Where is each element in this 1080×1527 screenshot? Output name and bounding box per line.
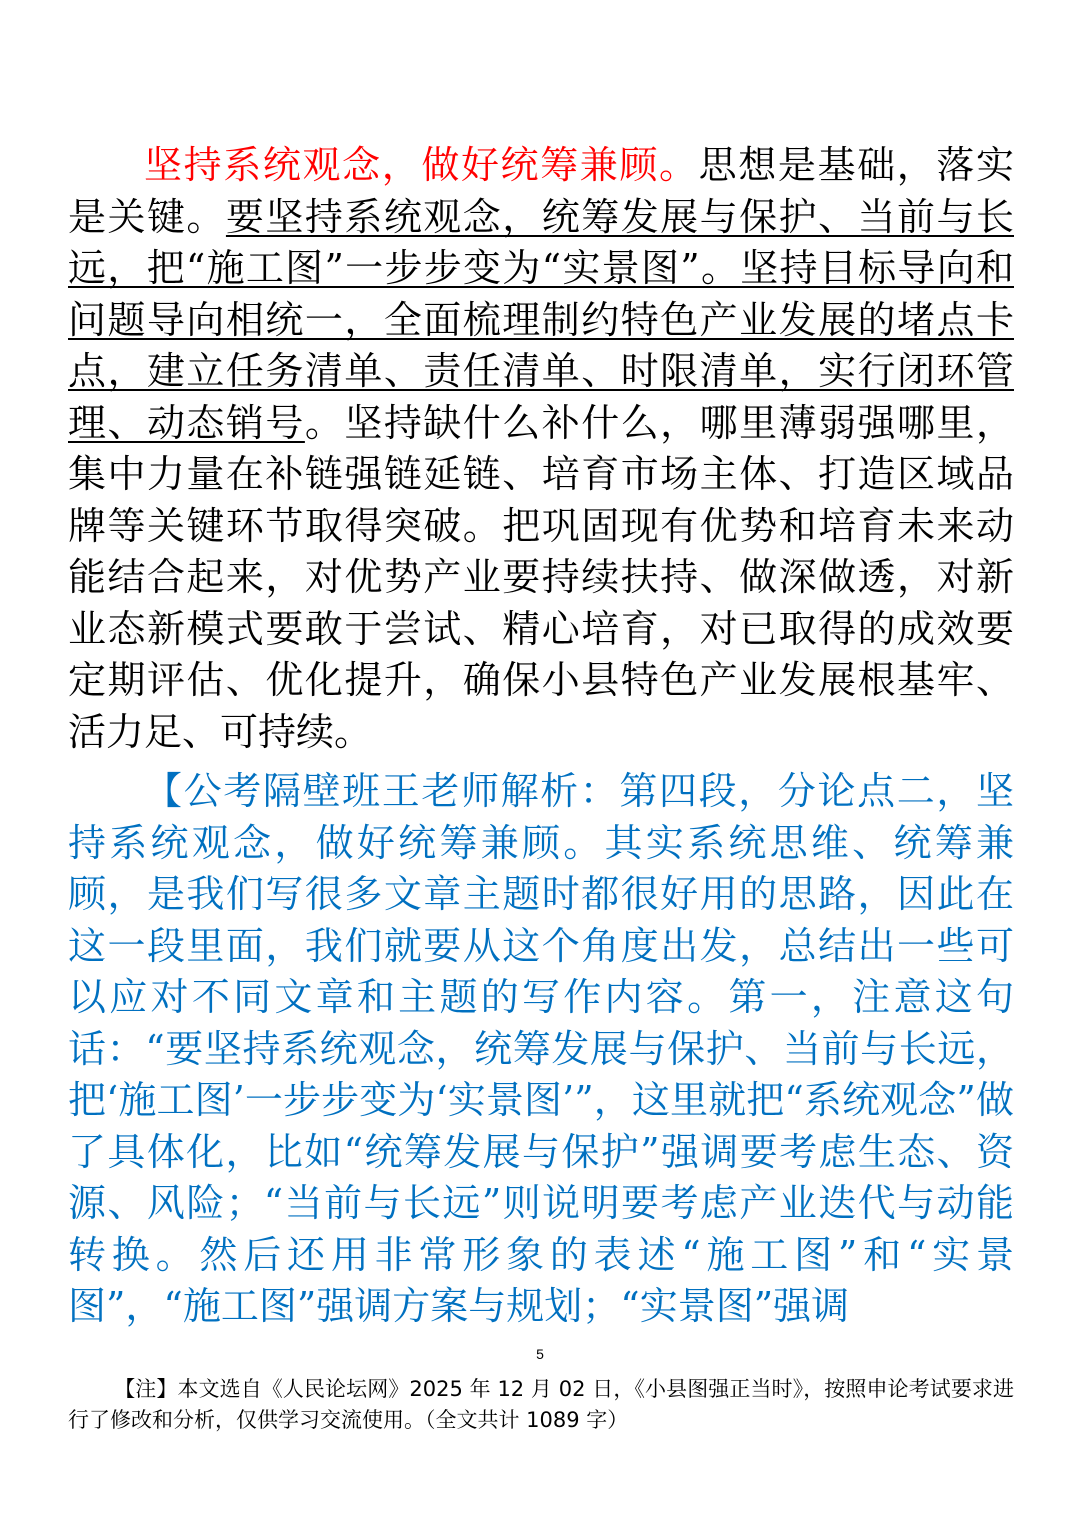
paragraph-lead-heading: 坚持系统观念，做好统筹兼顾。 [144,143,699,187]
document-page [68,140,1014,1333]
main-paragraph [68,140,1014,758]
analysis-paragraph: 【公考隔壁班王老师解析：第四段，分论点二，坚持系统观念，做好统筹兼顾。其实系统思维、统筹兼顾，是我们写很多文章主题时都很好用的思路，因此在这一段里面，我们就要从这个角度出发，总结出一些可以应对不同文章和主题的写作内容。第一，注意这句话：“要坚持系统观念，统筹发展与保护、当前与长远，把‘施工图’一步步变为‘实景图’”，这里就把“系统观念”做了具体化，比如“统筹发展与保护”强调要考虑生态、资源、风险；“当前与长远”则说明要考虑产业迭代与动能转换。然后还用非常形象的表述“施工图”和“实景图”，“施工图”强调方案与规划；“实景图”强调 [68,769,1014,1328]
paragraph-text-1: 思想是基础，落实是关键。 [68,143,1014,239]
paragraph-underlined-text: 要坚持系统观念，统筹发展与保护、当前与长远，把“施工图”一步步变为“实景图”。坚持目标导向和问题导向相统一，全面梳理制约特色产业发展的堵点卡点，建立任务清单、责任清单、时限清单，实行闭环管理、动态销号 [68,194,1014,445]
paragraph-text-2: 。坚持缺什么补什么，哪里薄弱强哪里，集中力量在补链强链延链、培育市场主体、打造区域品牌等关键环节取得突破。把巩固现有优势和培育未来动能结合起来，对优势产业要持续扶持、做深做透，对新业态新模式要敢于尝试、精心培育，对已取得的成效要定期评估、优化提升，确保小县特色产业发展根基牢、活力足、可持续。 [68,400,1014,754]
page-number: 5 [536,1346,544,1362]
source-note: 【注】本文选自《人民论坛网》2025 年 12 月 02 日，《小县图强正当时》，按照申论考试要求进行了修改和分析，仅供学习交流使用。（全文共计 1089 字） [68,1377,1014,1432]
